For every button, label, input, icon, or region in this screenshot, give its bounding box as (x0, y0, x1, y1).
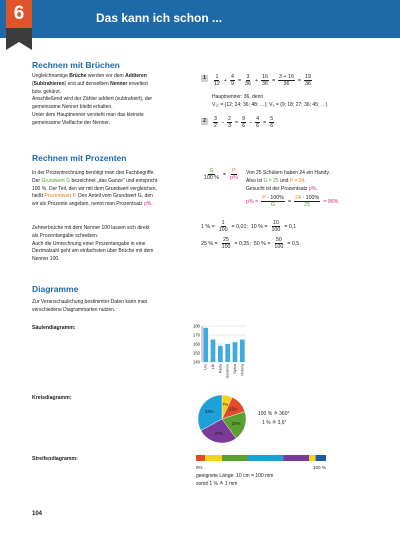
bar-paula (218, 346, 223, 362)
y-tick-label: 170 (193, 332, 200, 338)
fraction-subtraction-example: $\frac{3}{2}$ − $\frac{2}{3}$ = $\frac{9}{6}$ − $\frac{4}{6}$ = $\frac{5}{6}$ (214, 116, 274, 130)
prozente-text: In der Prozentrechnung benötigt man drei Fachbegriffe. Der Grundwert G bezeichnet „das Ganze“ und entspricht 100 %. Der Teil, den wir mit dem Grundwert vergleichen, heißt Prozentwert P. Den Anteil vom Grundwert G, den wir als Prozente angeben, nennt man Prozentsatz p%. (32, 170, 158, 208)
bar-susanne (225, 344, 230, 362)
kreis-note-2: 1 % ≙ 3,6° (262, 420, 287, 426)
streifen-label: Streifendiagramm: (32, 456, 78, 462)
stripe-segment (248, 455, 283, 461)
x-tick-label: Victoria (240, 364, 245, 376)
percent-example-text: Von 25 Schülern haben 24 ein Handy. Also ist G = 25 und P = 24. Gesucht ist der Prozentsatz p%. (246, 170, 330, 192)
bar-urs (203, 328, 208, 362)
diagramme-intro: Zur Veranschaulichung bestimmter Daten kann man verschiedene Diagrammarten nutzen. (32, 299, 148, 313)
saeulen-label: Säulendiagramm: (32, 325, 76, 331)
percent-formula: $\frac{G}{100 \%}$ = $\frac{P}{p\%}$ (204, 168, 238, 182)
stripe-label-100: 100 % (313, 465, 326, 470)
kreis-note-1: 100 % ≙ 360° (258, 411, 290, 417)
pie-chart (196, 393, 248, 445)
pie-label: 20% (231, 421, 241, 427)
x-tick-label: Sylvia (233, 364, 237, 374)
percent-calculation: p% = $\frac{P \cdot 100\%}{G}$ = $\frac{24 \cdot 100\%}{25}$ = 96% (246, 195, 339, 209)
stripe-segment (222, 455, 248, 461)
column-chart (188, 323, 248, 385)
stripe-segment (316, 455, 326, 461)
x-tick-label: Paula (218, 364, 223, 374)
brueche-text: Ungleichnamige Brüche werden vor dem Addieren (Subtrahieren) erst auf denselben Nenner erweitert bzw. gekürzt. Anschließend wird der Zähler addiert (subtrahiert), der gemeinsame Nenner bleibt erhalten. Unter dem Hauptnenner versteht man das kleinste gemeinsame Vielfache der Nenner. (32, 73, 153, 126)
zehnerbrueche-text: Zehnerbrüche mit dem Nenner 100 lassen sich direkt als Prozentangabe schreiben. Auch die Umrechnung einer Prozentangabe in eine Dezimalzahl geht am einfachsten über Brüche mit dem Nenner 100. (32, 225, 154, 263)
x-tick-label: Urs (203, 364, 208, 370)
stripe-segment (205, 455, 222, 461)
page-title: Das kann ich schon ... (96, 11, 223, 25)
stripe-segment (196, 455, 205, 461)
percent-conversion-row1: 1 % = $\frac{1}{100}$ = 0,01; 10 % = $\frac{10}{100}$ = 0,1 (201, 220, 297, 234)
fraction-addition-example: $\frac{1}{12}$ + $\frac{4}{9}$ = $\frac{3}{36}$ + $\frac{16}{36}$ = $\frac{3 + 16}{36}$ = $\frac{19}{36}$ (214, 74, 311, 88)
x-tick-label: Susanne (225, 364, 230, 379)
streifen-note-2: somit 1 % ≙ 1 mm (196, 481, 238, 487)
pie-label: 7% (222, 401, 229, 407)
kreis-label: Kreisdiagramm: (32, 395, 72, 401)
stripe-segment (283, 455, 309, 461)
bookmark-notch (6, 42, 32, 50)
bar-victoria (240, 340, 245, 363)
y-tick-label: 140 (193, 359, 200, 365)
page-number: 104 (32, 511, 43, 517)
section-heading-diagramme: Diagramme (32, 284, 79, 294)
y-tick-label: 150 (193, 350, 200, 356)
chapter-tab (6, 0, 32, 50)
vielfache-text: V₁₂ = {12; 24; 36; 48; …}; V₉ = {9; 18; 27; 36; 45; …} (212, 102, 328, 108)
pie-label: 13% (228, 406, 238, 412)
section-heading-brueche: Rechnen mit Brüchen (32, 60, 120, 70)
x-tick-label: Lilli (211, 364, 215, 370)
stripe-segment (309, 455, 316, 461)
stripe-label-0: 0% (196, 465, 203, 470)
example-number-2: 2 (201, 118, 208, 125)
chapter-number: 6 (6, 0, 32, 28)
bar-lilli (211, 340, 216, 363)
section-heading-prozente: Rechnen mit Prozenten (32, 153, 127, 163)
percent-conversion-row2: 25 % = $\frac{25}{100}$ = 0,25; 50 % = $\frac{50}{100}$ = 0,5 (201, 237, 300, 251)
pie-label: 33% (204, 408, 214, 414)
example-number-1: 1 (201, 75, 208, 82)
y-tick-label: 160 (193, 341, 200, 347)
pie-label: 27% (214, 431, 224, 437)
streifen-note-1: geeignete Länge: 10 cm = 100 mm (196, 473, 274, 479)
hauptnenner-text: Hauptnenner: 36, denn (212, 94, 264, 100)
stripe-chart (196, 455, 326, 462)
bar-sylvia (233, 342, 238, 362)
y-tick-label: 180 (193, 323, 200, 329)
